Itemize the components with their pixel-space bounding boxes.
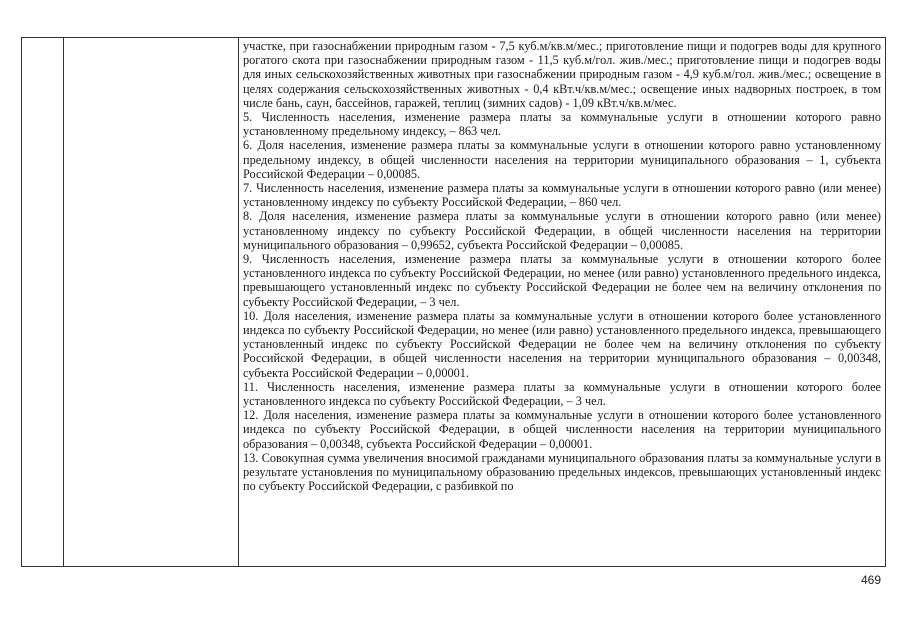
paragraph-9: 9. Численность населения, изменение размера платы за коммунальные услуги в отношении которого более установленного индекса по субъекту Российской Федерации, но менее (или равно) установленного предельного индекса, превышающего установленный индекс по субъекту Российской Федерации не более чем на величину отклонения по субъекту Российской Федерации, – 3 чел. bbox=[243, 252, 881, 309]
paragraph-7: 7. Численность населения, изменение размера платы за коммунальные услуги в отношении которого равно (или менее) установленному индексу по субъекту Российской Федерации, – 860 чел. bbox=[243, 181, 881, 210]
table-column-content bbox=[239, 38, 885, 566]
document-table bbox=[21, 37, 886, 567]
table-column-number bbox=[22, 38, 64, 566]
paragraph-12: 12. Доля населения, изменение размера платы за коммунальные услуги в отношении которого более установленного индекса по субъекту Российской Федерации, в общей численности населения на территории муниципального образования – 0,00348, субъекта Российской Федерации – 0,00001. bbox=[243, 408, 881, 451]
paragraph-8: 8. Доля населения, изменение размера платы за коммунальные услуги в отношении которого равно (или менее) установленному индексу по субъекту Российской Федерации, в общей численности населения на территории муниципального образования – 0,99652, субъекта Российской Федерации – 0,00085. bbox=[243, 209, 881, 252]
paragraph-13: 13. Совокупная сумма увеличения вносимой гражданами муниципального образования платы за коммунальные услуги в результате установления по муниципальному образованию предельных индексов, превышающих установленный индекс по субъекту Российской Федерации, с разбивкой по bbox=[243, 450, 881, 494]
paragraph-6: 6. Доля населения, изменение размера платы за коммунальные услуги в отношении которого равно установленному предельному индексу, в общей численности населения на территории муниципального образования – 1, субъекта Российской Федерации – 0,00085. bbox=[243, 138, 881, 181]
page-number: 469 bbox=[860, 573, 881, 587]
paragraph-11: 11. Численность населения, изменение размера платы за коммунальные услуги в отношении которого более установленного индекса по субъекту Российской Федерации, – 3 чел. bbox=[243, 379, 881, 409]
table-column-name bbox=[64, 38, 239, 566]
paragraph-continuation: участке, при газоснабжении природным газом - 7,5 куб.м/кв.м/мес.; приготовление пищи и подогрев воды для крупного рогатого скота при газоснабжении природным газом - 11,5 куб.м/гол. жив./мес.; приготовление пищи и подогрев воды для иных сельскохозяйственных животных при газоснабжении природным газом - 4,9 куб.м/гол. жив./мес.; освещение в целях содержания сельскохозяйственных животных - 0,4 кВт.ч/кв.м/мес.; освещение иных надворных построек, в том числе бань, саун, бассейнов, гаражей, теплиц (зимних садов) - 1,09 кВт.ч/кв.м/мес. bbox=[243, 39, 881, 110]
paragraph-5: 5. Численность населения, изменение размера платы за коммунальные услуги в отношении которого равно установленному предельному индексу, – 863 чел. bbox=[243, 110, 881, 139]
paragraph-10: 10. Доля населения, изменение размера платы за коммунальные услуги в отношении которого более установленного индекса по субъекту Российской Федерации, но менее (или равно) установленного предельного индекса, превышающего установленный индекс по субъекту Российской Федерации не более чем на величину отклонения по субъекту Российской Федерации, в общей численности населения на территории муниципального образования – 0,00348, субъекта Российской Федерации – 0,00001. bbox=[243, 308, 881, 380]
